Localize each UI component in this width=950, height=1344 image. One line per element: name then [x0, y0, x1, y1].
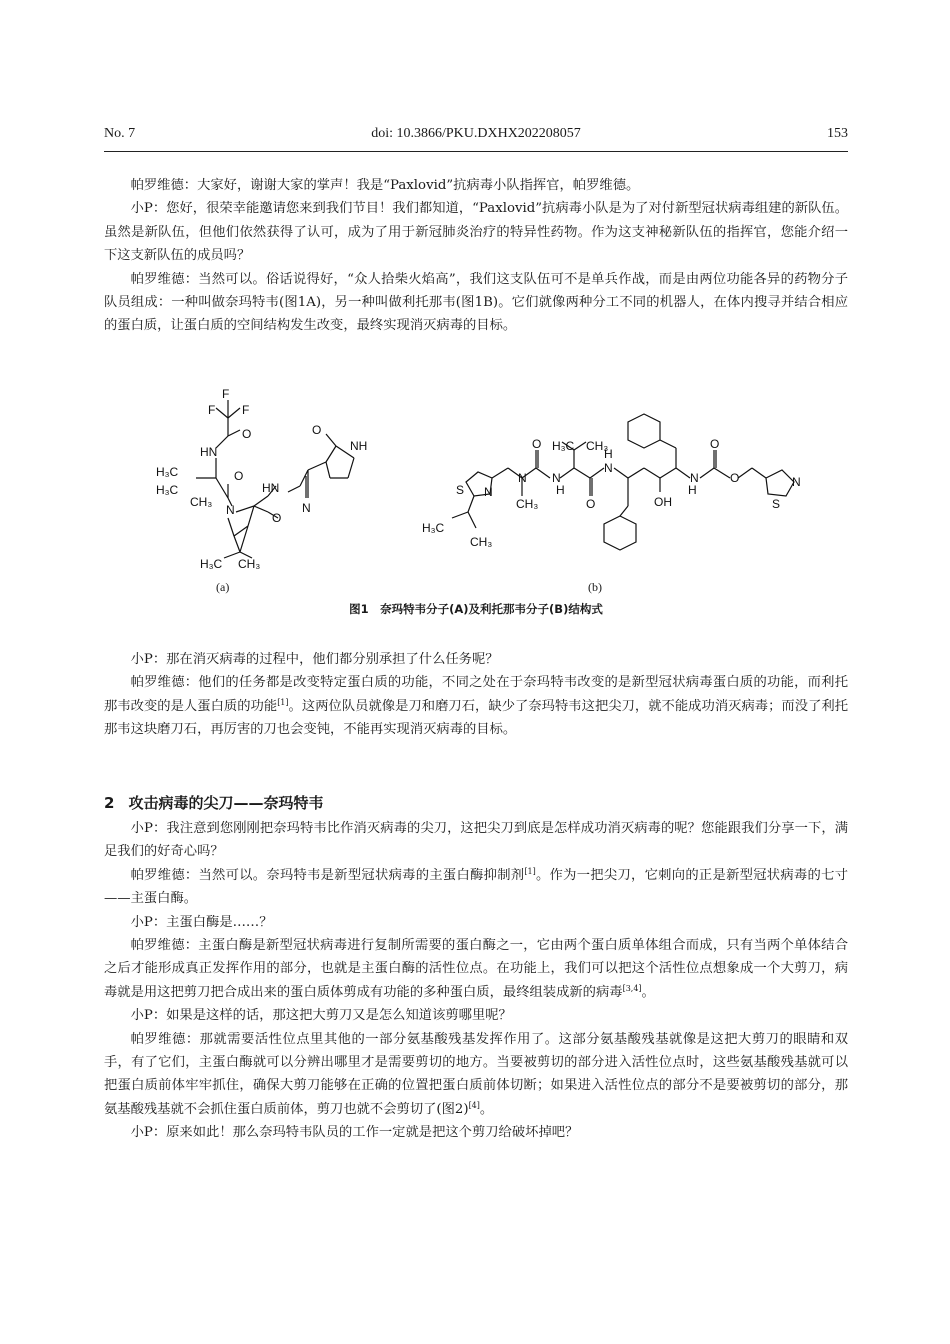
paragraph: 小P：您好，很荣幸能邀请您来到我们节目！我们都知道，“Paxlovid”抗病毒小队是为了对付新型冠状病毒组建的新队伍。虽然是新队伍，但他们依然获得了认可，成为了用于新冠肺炎治疗的特异性药物。作为这支神秘新队伍的指挥官，您能介绍一下这支新队伍的成员吗？	[104, 201, 848, 264]
atom-label: F	[242, 403, 250, 417]
chemical-structures	[104, 386, 848, 596]
atom-label: N	[518, 471, 527, 485]
atom-label: O	[272, 511, 282, 525]
paragraph: 小P：如果是这样的话，那这把大剪刀又是怎么知道该剪哪里呢？	[130, 1008, 512, 1024]
section-heading	[104, 792, 323, 813]
atom-label: O	[234, 469, 244, 483]
atom-label: HN	[262, 481, 280, 495]
paragraph: 小P：我注意到您刚刚把奈玛特韦比作消灭病毒的尖刀，这把尖刀到底是怎样成功消灭病毒的呢？您能跟我们分享一下，满足我们的好奇心吗？	[104, 821, 849, 860]
section-2-dialogue	[104, 817, 848, 1145]
doi: doi: 10.3866/PKU.DXHX202208057	[371, 126, 581, 141]
running-header	[104, 126, 848, 148]
figure-1	[104, 386, 848, 626]
atom-label: CH₃	[470, 535, 493, 549]
figure-caption: 图1 奈玛特韦分子(A)及利托那韦分子(B)结构式	[349, 602, 603, 616]
header-rule	[104, 151, 848, 152]
atom-label: OH	[654, 495, 672, 509]
structure-b	[452, 414, 794, 550]
atom-label: H	[556, 483, 565, 497]
atom-label: O	[312, 423, 322, 437]
citation: [4]	[468, 1100, 480, 1110]
page-number: 153	[827, 126, 848, 141]
atom-label: N	[690, 471, 699, 485]
citation: [1]	[277, 697, 289, 707]
paragraph: 帕罗维德：他们的任务都是改变特定蛋白质的功能，不同之处在于奈玛特韦改变的是新型冠状病毒蛋白质的功能，而利托那韦改变的是人蛋白质的功能[1]。这两位队员就像是刀和磨刀石，缺少了奈玛特韦这把尖刀，就不能成功消灭病毒；而没了利托那韦这块磨刀石，再厉害的刀也会变钝，不能再实现消灭病毒的目标。	[104, 675, 849, 738]
citation: [3,4]	[622, 983, 642, 993]
atom-label: N	[604, 461, 613, 475]
atom-label: H₃C	[552, 439, 575, 453]
atom-label: O	[532, 437, 542, 451]
atom-label: N	[302, 501, 311, 515]
paragraph: 小P：主蛋白酶是……？	[130, 914, 273, 930]
atom-label: S	[456, 483, 465, 497]
paragraph: 帕罗维德：当然可以。奈玛特韦是新型冠状病毒的主蛋白酶抑制剂[1]。作为一把尖刀，它刺向的正是新型冠状病毒的七寸——主蛋白酶。	[104, 866, 848, 907]
atom-label: H	[604, 447, 613, 461]
atom-label: CH₃	[238, 557, 261, 571]
figure-label-a: (a)	[216, 580, 230, 594]
middle-dialogue	[104, 648, 848, 742]
intro-dialogue	[104, 174, 848, 338]
atom-label: H₃C	[422, 521, 445, 535]
paragraph: 帕罗维德：大家好，谢谢大家的掌声！我是“Paxlovid”抗病毒小队指挥官，帕罗维德。	[130, 178, 640, 193]
atom-label: S	[772, 497, 781, 511]
atom-label: O	[730, 471, 740, 485]
paragraph: 帕罗维德：那就需要活性位点里其他的一部分氨基酸残基发挥作用了。这部分氨基酸残基就像是这把大剪刀的眼睛和双手，有了它们，主蛋白酶就可以分辨出哪里才是需要剪切的地方。当要被剪切的部分进入活性位点时，这些氨基酸残基就可以把蛋白质前体牢牢抓住，确保大剪刀能够在正确的位置把蛋白质前体切断；如果进入活性位点的部分不是要被剪切的部分，那氨基酸残基就不会抓住蛋白质前体，剪刀也就不会剪切了(图2)[4]。	[104, 1031, 848, 1117]
atom-label: HN	[200, 445, 218, 459]
paragraph: 小P：那在消灭病毒的过程中，他们都分别承担了什么任务呢？	[130, 652, 499, 667]
atom-label: H	[688, 483, 697, 497]
structure-a	[196, 400, 354, 552]
atom-label: N	[552, 471, 561, 485]
issue-number: No. 7	[104, 126, 136, 141]
atom-label: F	[208, 403, 216, 417]
atom-label: O	[242, 427, 252, 441]
atom-label: H₃C	[156, 465, 179, 479]
paragraph: 小P：原来如此！那么奈玛特韦队员的工作一定就是把这个剪刀给破坏掉吧？	[130, 1125, 579, 1141]
atom-label: NH	[350, 439, 368, 453]
atom-label: N	[226, 503, 235, 517]
atom-label: N	[484, 485, 493, 499]
atom-label: CH₃	[190, 495, 213, 509]
paragraph: 帕罗维德：当然可以。俗话说得好，“众人拾柴火焰高”，我们这支队伍可不是单兵作战，而是由两位功能各异的药物分子队员组成：一种叫做奈玛特韦(图1A)，另一种叫做利托那韦(图1B)。它们就像两种分工不同的机器人，在体内搜寻并结合相应的蛋白质，让蛋白质的空间结构发生改变，最终实现消灭病毒的目标。	[104, 271, 848, 334]
atom-label: CH₃	[586, 439, 609, 453]
figure-label-b: (b)	[588, 580, 602, 594]
atom-label: F	[222, 387, 230, 401]
citation: [1]	[524, 866, 536, 876]
section-number: 2	[104, 794, 115, 812]
atom-label: N	[792, 475, 801, 489]
atom-label: H₃C	[200, 557, 223, 571]
atom-label: H₃C	[156, 483, 179, 497]
atom-label: CH₃	[516, 497, 539, 511]
section-title: 攻击病毒的尖刀——奈玛特韦	[128, 794, 324, 812]
paragraph: 帕罗维德：主蛋白酶是新型冠状病毒进行复制所需要的蛋白酶之一，它由两个蛋白质单体组合而成，只有当两个单体结合之后才能形成真正发挥作用的部分，也就是主蛋白酶的活性位点。在功能上，我们可以把这个活性位点想象成一个大剪刀，病毒就是用这把剪刀把合成出来的蛋白质体剪成有功能的多种蛋白质，最终组装成新的病毒[3,4]。	[104, 938, 848, 1000]
atom-label: O	[586, 497, 596, 511]
atom-label: O	[710, 437, 720, 451]
